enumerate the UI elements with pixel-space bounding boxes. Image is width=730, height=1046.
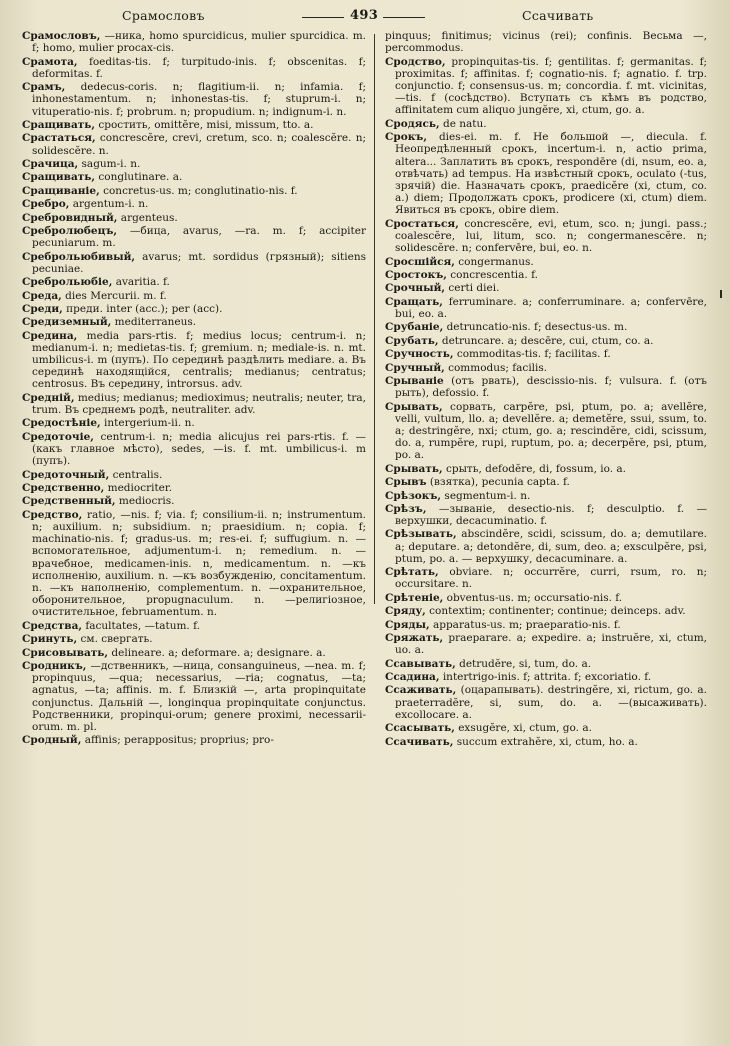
entry-headword: Срачица, — [22, 157, 79, 170]
entry-headword: Срѣтать, — [385, 566, 439, 579]
entry-definition: affinis; perappositus; proprius; pro- — [81, 734, 274, 747]
dictionary-entry — [22, 185, 366, 197]
dictionary-entry — [22, 392, 366, 416]
dictionary-entry — [22, 30, 366, 54]
entry-headword: Срамота, — [22, 55, 78, 68]
entry-headword: Средство, — [22, 508, 83, 521]
entry-definition: certi diei. — [445, 282, 500, 295]
dictionary-entry — [22, 132, 366, 156]
dictionary-entry — [22, 225, 366, 249]
dictionary-entry — [22, 647, 366, 659]
column-divider — [374, 34, 375, 604]
entry-headword: Сращать, — [385, 295, 443, 308]
entry-definition: conglutinare. a. — [95, 171, 183, 184]
entry-headword: Срывать, — [385, 462, 443, 475]
dictionary-entry — [385, 736, 707, 748]
entry-headword: Средній, — [22, 391, 75, 404]
dictionary-entry — [385, 671, 707, 683]
entry-headword: Средоточіе, — [22, 430, 94, 443]
entry-headword: Ссасывать, — [385, 722, 455, 735]
entry-headword: Срывъ — [385, 476, 427, 489]
entry-headword: Срѣзывать, — [385, 528, 457, 541]
entry-headword: Средственно, — [22, 482, 105, 495]
entry-headword: Сростокъ, — [385, 268, 447, 281]
entry-headword: Срисовывать, — [22, 646, 109, 659]
dictionary-entry — [385, 296, 707, 320]
entry-definition: obventus-us. m; occursatio-nis. f. — [443, 591, 623, 604]
entry-definition: argentum-i. n. — [69, 198, 149, 211]
dictionary-entry — [385, 348, 707, 360]
dictionary-entry — [385, 131, 707, 216]
entry-headword: Сросшійся, — [385, 255, 455, 268]
entry-headword: Средоточный, — [22, 468, 110, 481]
entry-definition: dies Mercurii. m. f. — [61, 289, 167, 302]
entry-definition: commoditas-tis. f; facilitas. f. — [453, 348, 611, 361]
entry-definition: преди. inter (acc.); per (acc). — [62, 302, 223, 315]
entry-headword: Сребровидный, — [22, 211, 118, 224]
dictionary-entry — [22, 482, 366, 494]
entry-headword: Срываніе — [385, 374, 444, 387]
entry-headword: Сринуть, — [22, 633, 78, 646]
entry-headword: Сращивать, — [22, 118, 96, 131]
entry-definition: media pars-rtis. f; medius locus; centrum-i. n; medianum-i. n; medietas-tis. f; gremium. n; mediale-is. n. mt. umbilicus-i. m (пупъ). По серединѣ раздѣлить mediare. a. Въ серединѣ находящійся, centralis; medianus; centratus; centrosus. Въ середину, introrsus. adv. — [32, 329, 366, 391]
dictionary-entry — [385, 362, 707, 374]
entry-definition: сростить, omittĕre, misi, missum, tto. a. — [95, 118, 314, 131]
entry-headword: Среброльюбивый, — [22, 250, 136, 263]
entry-headword: Сребро, — [22, 198, 70, 211]
dictionary-entry — [385, 401, 707, 462]
entry-definition: dies-ei. m. f. Не большой —, dieculа. f. Неопредѣленный срокъ, incertum-i. n, actio prima, altera... Заплатить въ срокъ, respondēre (di, nsum, eo. a, отвѣчать) ad tempus. На извѣстный срокъ, oculato (-tus, зрячій) die. Назначать срокъ, praedicĕre (xi, ctum, co. a.) diem; Продолжать срокъ, prodicere (xi, ctum) diem. Явиться въ срокъ, obire diem. — [395, 131, 707, 217]
entry-definition: centrum-i. n; media alicujus rei pars-rtis. f. —(какъ главное мѣсто), sedes, —is. f. mt. umbilicus-i. m (пупъ). — [32, 430, 366, 468]
entry-definition: ferruminare. a; conferruminare. a; confervēre, bui, eo. a. — [395, 295, 707, 320]
entry-headword: Среброльюбіе, — [22, 276, 113, 289]
entry-definition: avaritia. f. — [112, 276, 170, 289]
entry-definition: congermanus. — [454, 255, 534, 268]
entry-headword: Срокъ, — [385, 131, 427, 144]
entry-headword: Срѣзъ, — [385, 502, 427, 515]
right-column — [385, 30, 707, 749]
header-right-word: Ссачивать — [522, 8, 594, 23]
dictionary-entry — [385, 56, 707, 117]
entry-definition: centralis. — [109, 468, 163, 481]
entry-definition: concrescentia. f. — [446, 268, 538, 281]
dictionary-entry — [22, 212, 366, 224]
dictionary-entry — [385, 218, 707, 255]
dictionary-entry — [385, 592, 707, 604]
entry-definition: concrescĕre, evi, etum, sco. n; jungi. pass.; coalescĕre, lui, litum, sco. n; congermanescĕre. n; solidescĕre. n; confervēre, bui, eo. n. — [395, 217, 707, 255]
entry-definition: (взятка), pecunia capta. f. — [426, 476, 570, 489]
dictionary-entry — [22, 316, 366, 328]
dictionary-entry — [22, 509, 366, 619]
entry-definition: detruncare. a; descēre, cui, ctum, co. a. — [438, 334, 654, 347]
entry-definition: abscindĕre, scidi, scissum, do. a; demutilare. a; deputare. a; detondĕre, di, sum, deo. a; exsculpĕre, psi, ptum, po. a. — верхушку, decacuminare. a. — [395, 528, 707, 565]
entry-definition: sagum-i. n. — [78, 157, 141, 170]
dictionary-entry — [22, 119, 366, 131]
entry-headword: Сращивать, — [22, 171, 96, 184]
entry-headword: Сращиваніе, — [22, 184, 100, 197]
header-rule-left — [302, 17, 344, 18]
page-number: 493 — [350, 8, 379, 23]
entry-headword: Сручность, — [385, 348, 454, 361]
entry-headword: Средственный, — [22, 495, 116, 508]
entry-definition: intertrigo-inis. f; attrita. f; excoriatio. f. — [439, 671, 652, 684]
dictionary-entry — [22, 734, 366, 746]
entry-headword: Ссачивать, — [385, 735, 454, 748]
entry-headword: Срамъ, — [22, 81, 66, 94]
entry-definition: delineare. a; deformare. a; designare. a. — [108, 646, 326, 659]
dictionary-entry — [22, 81, 366, 118]
entry-definition: detruncatio-nis. f; desectus-us. m. — [443, 321, 628, 334]
dictionary-entry — [385, 503, 707, 527]
dictionary-entry — [385, 321, 707, 333]
dictionary-entry — [385, 528, 707, 565]
entry-definition: praeparare. a; expedire. a; instruĕre, xi, ctum, uo. a. — [395, 632, 707, 657]
entry-definition: срыть, defodĕre, di, fossum, io. a. — [442, 462, 627, 475]
dictionary-entry — [22, 290, 366, 302]
dictionary-entry — [385, 684, 707, 721]
entry-headword: Срамословъ, — [22, 30, 101, 42]
entry-definition: intergerium-ii. n. — [100, 417, 195, 430]
entry-definition: obviare. n; occurrĕre, curri, rsum, ro. n; occursitare. n. — [395, 566, 707, 591]
dictionary-entry — [385, 256, 707, 268]
entry-definition: segmentum-i. n. — [441, 489, 531, 502]
header-left-word: Срамословъ — [122, 8, 205, 23]
entry-definition: (оцарапывать). destringĕre, xi, rictum, go. a. praeterradĕre, si, sum, do. a. —(высаживать). excollocare. a. — [395, 684, 707, 721]
dictionary-entry — [22, 660, 366, 733]
entry-headword: Сростаться, — [385, 217, 459, 230]
entry-headword: Ссадина, — [385, 671, 440, 684]
entry-definition: —бица, avarus, —ra. m. f; accipiter pecuniarum. m. — [32, 224, 366, 250]
page-header — [0, 4, 730, 26]
entry-headword: Сродный, — [22, 734, 82, 747]
entry-headword: Срѣтеніе, — [385, 591, 444, 604]
entry-headword: Сручный, — [385, 361, 445, 374]
dictionary-entry — [22, 158, 366, 170]
dictionary-entry — [22, 251, 366, 275]
entry-definition: medius; medianus; medioximus; neutralis; neuter, tra, trum. Въ среднемъ родѣ, neutraliter. adv. — [32, 391, 367, 417]
dictionary-entry — [385, 282, 707, 294]
dictionary-entry — [385, 118, 707, 130]
dictionary-entry — [22, 276, 366, 288]
entry-headword: Сряду, — [385, 605, 426, 618]
entry-definition: —ника, homo spurcidicus, mulier spurcidica. m. f; homo, mulier procax-cis. — [32, 30, 366, 55]
entry-definition: apparatus-us. m; praeparatio-nis. f. — [429, 618, 621, 631]
dictionary-entry — [385, 619, 707, 631]
dictionary-entry — [385, 463, 707, 475]
entry-headword: Срывать, — [385, 400, 443, 413]
dictionary-entry — [22, 330, 366, 391]
entry-headword: Среди, — [22, 302, 63, 315]
dictionary-entry — [385, 658, 707, 670]
entry-headword: Срастаться, — [22, 132, 96, 145]
entry-headword: Средства, — [22, 619, 83, 632]
dictionary-entry — [385, 566, 707, 590]
entry-headword: Сряжать, — [385, 632, 444, 645]
entry-definition: de natu. — [439, 117, 487, 130]
dictionary-entry — [385, 490, 707, 502]
dictionary-entry — [385, 335, 707, 347]
entry-definition: —зываніе, desectio-nis. f; desculptio. f. — верхушки, decacuminatio. f. — [395, 502, 707, 528]
entry-definition: dedecus-coris. n; flagitium-ii. n; infamia. f; inhonestamentum. n; inhonestas-tis. f; stuprum-i. n; vituperatio-nis. f; probrum. n; propudium. n; indignum-i. n. — [32, 81, 366, 118]
entry-definition: foeditas-tis. f; turpitudo-inis. f; obscenitas. f; deformitas. f. — [32, 55, 366, 80]
entry-definition: (отъ рвать), descissio-nis. f; vulsura. f. (отъ рыть), defossio. f. — [395, 374, 707, 400]
entry-headword: Сребролюбецъ, — [22, 224, 118, 237]
dictionary-entry — [22, 469, 366, 481]
entry-definition: avarus; mt. sordidus (грязный); sitiens pecuniae. — [32, 250, 366, 275]
entry-definition: facultates, —tatum. f. — [82, 619, 200, 632]
entry-definition: pinquus; finitimus; vicinus (rei); confinis. Весьма —, percommodus. — [385, 30, 707, 55]
entry-definition: —дственникъ, —ница, consanguineus, —nea. m. f; propinquus, —qua; necessarius, —ria; cognatus, —ta; agnatus, —ta; affinis. m. f. Близкій —, arta propinquitate conjunctus. Дальній —, longinqua propinquitate conjunctus. Родственники, propinqui-orum; genere proximi, necessarii-orum. m. pl. — [32, 660, 366, 734]
dictionary-entry — [385, 30, 707, 54]
entry-definition: argenteus. — [117, 211, 178, 224]
entry-definition: detrudĕre, si, tum, do. a. — [455, 657, 592, 670]
entry-definition: ratio, —nis. f; via. f; consilium-ii. n; instrumentum. n; auxilium. n; subsidium. n; praesidium. n; copia. f; machinatio-nis. f; gradus-us. m; res-ei. f; suffugium. n. — вспомогательное, adjumentum-i. n; remedium. n. — врачебное, medicamen-inis. n, medicamentum. n. —къ исполненію, auxilium. n. —къ возбужденію, concitamentum. n. —къ наполненію, complementum. n. —охранительное, оборонительное, propugnaculum. n. —peлигіозное, очистительное, februamentum. n. — [32, 508, 366, 619]
dictionary-entry — [385, 375, 707, 399]
dictionary-entry — [385, 722, 707, 734]
entry-headword: Срубать, — [385, 334, 439, 347]
entry-headword: Срѣзокъ, — [385, 489, 442, 502]
entry-headword: Средина, — [22, 329, 78, 342]
margin-mark — [720, 290, 722, 298]
entry-definition: см. свергать. — [77, 633, 153, 646]
entry-definition: mediterraneus. — [111, 316, 197, 329]
left-column — [22, 30, 366, 748]
entry-definition: mediocriter. — [104, 482, 173, 495]
entry-definition: concretus-us. m; conglutinatio-nis. f. — [99, 184, 298, 197]
entry-headword: Ссаживать, — [385, 684, 457, 697]
entry-headword: Средостѣніе, — [22, 417, 101, 430]
dictionary-entry — [22, 633, 366, 645]
dictionary-entry — [22, 620, 366, 632]
dictionary-entry — [385, 269, 707, 281]
entry-headword: Среда, — [22, 289, 62, 302]
entry-headword: Сродясь, — [385, 117, 440, 130]
dictionary-entry — [385, 632, 707, 656]
dictionary-entry — [22, 495, 366, 507]
entry-definition: exsugĕre, xi, ctum, go. a. — [454, 722, 592, 735]
entry-definition: mediocris. — [115, 495, 175, 508]
entry-definition: concrescĕre, crevi, cretum, sco. n; coalescĕre. n; solidescĕre. n. — [32, 132, 366, 157]
dictionary-entry — [385, 476, 707, 488]
dictionary-entry — [22, 56, 366, 80]
dictionary-entry — [22, 171, 366, 183]
entry-definition: contextim; continenter; continue; deinceps. adv. — [425, 605, 686, 618]
dictionary-entry — [22, 198, 366, 210]
entry-headword: Ссавывать, — [385, 657, 456, 670]
entry-headword: Сряды, — [385, 618, 430, 631]
dictionary-entry — [22, 303, 366, 315]
entry-headword: Средиземный, — [22, 316, 112, 329]
header-rule-right — [383, 17, 425, 18]
entry-headword: Сродникъ, — [22, 660, 87, 673]
entry-definition: сорвать, carpĕre, psi, ptum, po. a; avellĕre, velli, vultum, llo. a; devellĕre. a; demetĕre, ssui, ssum, to. a; destringĕre, nxi; ctum, go. a; rescindĕre, cidi, scissum, do. a, rumpĕre, rupi, ruptum, po. a; decerpĕre, psi, ptum, po. a. — [395, 400, 707, 462]
entry-definition: commodus; facilis. — [444, 361, 548, 374]
dictionary-entry — [385, 605, 707, 617]
dictionary-entry — [22, 417, 366, 429]
dictionary-entry — [22, 431, 366, 468]
entry-definition: succum extrahĕre, xi, ctum, ho. a. — [453, 735, 638, 748]
entry-headword: Срубаніе, — [385, 321, 444, 334]
entry-headword: Срочный, — [385, 282, 446, 295]
entry-definition: propinquitas-tis. f; gentilitas. f; germanitas. f; proximitas. f; affinitas. f; cognatio-nis. f; agnatio. f. trp. conjunctio. f; consensus-us. m; concordia. f. mt. vicinitas, —tis. f (сосѣдство). Вступать съ кѣмъ въ родство, affinitatem cum aliquo jungĕre, xi, ctum, go. a. — [395, 55, 707, 117]
entry-headword: Сродство, — [385, 55, 446, 68]
